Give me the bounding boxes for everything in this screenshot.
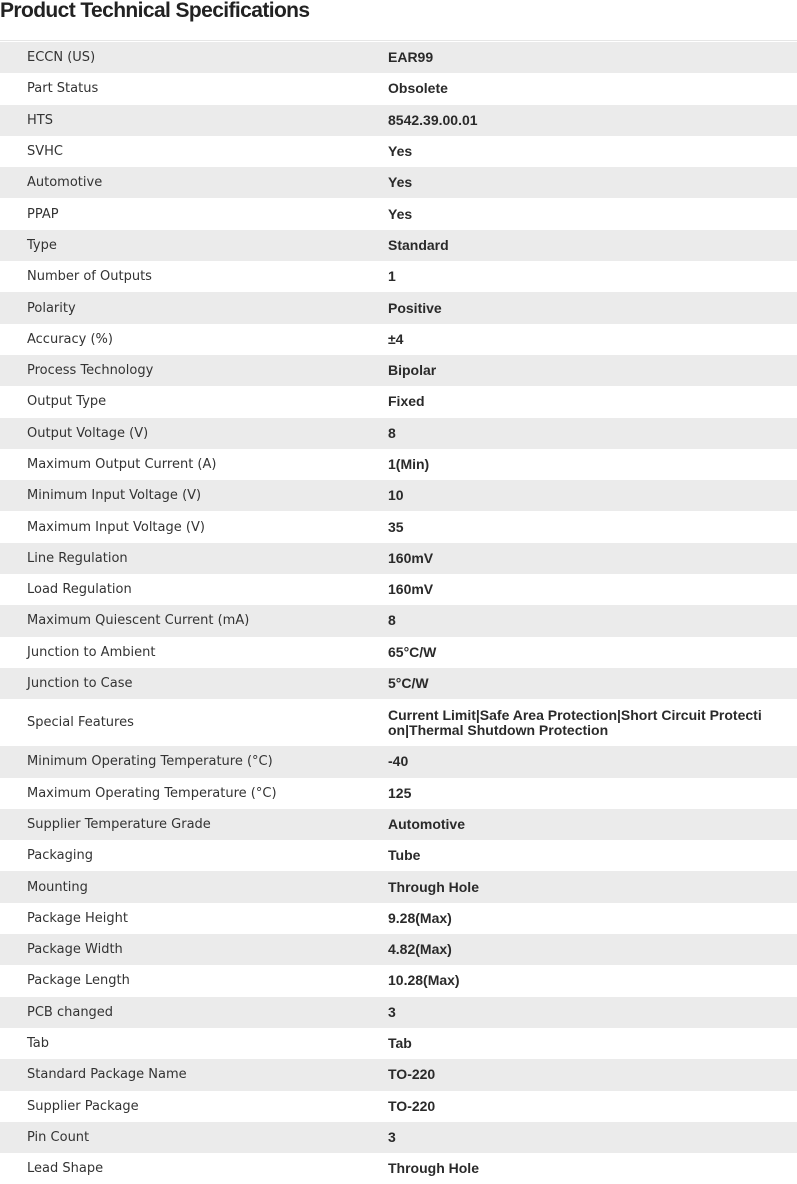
- spec-value: 8542.39.00.01: [388, 111, 478, 128]
- spec-value: 35: [388, 518, 404, 535]
- spec-value: 10: [388, 487, 404, 504]
- spec-value: 1(Min): [388, 456, 430, 472]
- spec-label: SVHC: [27, 144, 63, 160]
- spec-value: Automotive: [388, 815, 465, 832]
- spec-row-process-technology: [0, 355, 797, 386]
- spec-table: [0, 42, 797, 1184]
- spec-label: Minimum Input Voltage (V): [27, 488, 202, 504]
- spec-label: Junction to Case: [27, 676, 133, 692]
- spec-row-max-output-current: [0, 449, 797, 480]
- spec-row-pcb-changed: [0, 997, 797, 1028]
- spec-row-eccn: [0, 42, 797, 73]
- spec-row-package-width: [0, 934, 797, 965]
- spec-value: TO-220: [388, 1097, 436, 1114]
- spec-label: Mounting: [27, 879, 88, 895]
- spec-value: 5°C/W: [388, 675, 429, 692]
- spec-label: Package Length: [27, 973, 130, 989]
- spec-value: Obsolete: [388, 80, 448, 97]
- spec-value: 8: [388, 424, 396, 441]
- spec-row-svhc: [0, 136, 797, 167]
- spec-value: -40: [388, 753, 409, 770]
- spec-label: PPAP: [27, 206, 59, 222]
- spec-value: 4.82(Max): [388, 941, 452, 958]
- page-title: Product Technical Specifications: [0, 0, 310, 22]
- spec-row-ppap: [0, 198, 797, 229]
- spec-label: Maximum Quiescent Current (mA): [27, 613, 250, 629]
- spec-label: HTS: [27, 112, 53, 128]
- spec-row-mounting: [0, 871, 797, 902]
- spec-row-min-input-voltage: [0, 480, 797, 511]
- spec-label: ECCN (US): [27, 50, 96, 66]
- spec-value: 3: [388, 1003, 396, 1020]
- spec-value: 10.28(Max): [388, 972, 460, 989]
- spec-row-polarity: [0, 292, 797, 323]
- spec-value: Bipolar: [388, 362, 437, 379]
- spec-value: Fixed: [388, 393, 425, 410]
- spec-label: Number of Outputs: [27, 269, 152, 285]
- spec-label: Process Technology: [27, 363, 154, 379]
- spec-value: 1: [388, 268, 396, 285]
- spec-value: 9.28(Max): [388, 909, 452, 926]
- spec-label: Output Voltage (V): [27, 425, 149, 441]
- spec-value: 65°C/W: [388, 643, 437, 660]
- spec-value: Positive: [388, 299, 442, 316]
- spec-row-max-operating-temp: [0, 778, 797, 809]
- spec-label: Lead Shape: [27, 1161, 104, 1177]
- spec-row-number-of-outputs: [0, 261, 797, 292]
- spec-row-junction-to-case: [0, 668, 797, 699]
- spec-label: Junction to Ambient: [27, 644, 156, 660]
- spec-label: Load Regulation: [27, 582, 132, 598]
- spec-value: Tube: [388, 847, 421, 864]
- spec-row-output-voltage: [0, 418, 797, 449]
- spec-label: Minimum Operating Temperature (°C): [27, 754, 273, 770]
- spec-label: Part Status: [27, 81, 99, 97]
- spec-row-line-regulation: [0, 543, 797, 574]
- spec-label: Special Features: [27, 715, 134, 731]
- spec-label: Maximum Operating Temperature (°C): [27, 785, 277, 801]
- spec-row-output-type: [0, 386, 797, 417]
- spec-label: Standard Package Name: [27, 1067, 187, 1083]
- spec-row-automotive: [0, 167, 797, 198]
- spec-value: EAR99: [388, 49, 434, 66]
- spec-label: PCB changed: [27, 1004, 114, 1020]
- spec-label: Maximum Output Current (A): [27, 457, 217, 472]
- spec-header: [0, 0, 797, 41]
- spec-row-special-features: [0, 699, 797, 746]
- spec-value: 160mV: [388, 581, 434, 598]
- spec-label: Line Regulation: [27, 550, 128, 566]
- spec-label: Pin Count: [27, 1129, 90, 1145]
- spec-label: Supplier Temperature Grade: [27, 816, 211, 832]
- spec-row-junction-to-ambient: [0, 637, 797, 668]
- spec-row-packaging: [0, 840, 797, 871]
- spec-row-supplier-temp-grade: [0, 809, 797, 840]
- spec-value: Through Hole: [388, 1160, 479, 1177]
- spec-value: Yes: [388, 143, 413, 160]
- spec-label: Maximum Input Voltage (V): [27, 519, 205, 535]
- spec-row-hts: [0, 105, 797, 136]
- spec-row-min-operating-temp: [0, 746, 797, 777]
- spec-value: Through Hole: [388, 878, 479, 895]
- spec-row-accuracy: [0, 324, 797, 355]
- spec-row-standard-package-name: [0, 1059, 797, 1090]
- spec-label: Output Type: [27, 394, 107, 410]
- spec-value: 3: [388, 1128, 396, 1145]
- spec-value: ±4: [388, 330, 404, 347]
- spec-label: Polarity: [27, 300, 76, 316]
- spec-label: Type: [27, 237, 57, 253]
- spec-row-type: [0, 230, 797, 261]
- spec-row-package-length: [0, 965, 797, 996]
- spec-row-max-quiescent-current: [0, 605, 797, 636]
- spec-value: 160mV: [388, 549, 434, 566]
- spec-value: Current Limit|Safe Area Protection|Short Circuit Protection|Thermal Shutdown Protection: [388, 706, 762, 738]
- spec-label: Automotive: [27, 175, 103, 191]
- spec-label: Supplier Package: [27, 1098, 139, 1114]
- spec-label: Tab: [27, 1036, 50, 1052]
- spec-label: Accuracy (%): [27, 331, 113, 347]
- spec-value: Standard: [388, 236, 449, 253]
- spec-row-lead-shape: [0, 1153, 797, 1184]
- spec-value: Tab: [388, 1035, 412, 1052]
- spec-row-pin-count: [0, 1122, 797, 1153]
- spec-label: Packaging: [27, 848, 93, 864]
- spec-label: Package Height: [27, 910, 128, 926]
- spec-value: Yes: [388, 205, 413, 222]
- spec-value: 8: [388, 612, 396, 629]
- spec-row-load-regulation: [0, 574, 797, 605]
- spec-row-tab: [0, 1028, 797, 1059]
- spec-value: TO-220: [388, 1066, 436, 1083]
- spec-row-supplier-package: [0, 1091, 797, 1122]
- spec-label: Package Width: [27, 942, 123, 958]
- spec-row-package-height: [0, 903, 797, 934]
- spec-value: Yes: [388, 174, 413, 191]
- spec-row-part-status: [0, 73, 797, 104]
- spec-value: 125: [388, 784, 412, 801]
- spec-row-max-input-voltage: [0, 511, 797, 542]
